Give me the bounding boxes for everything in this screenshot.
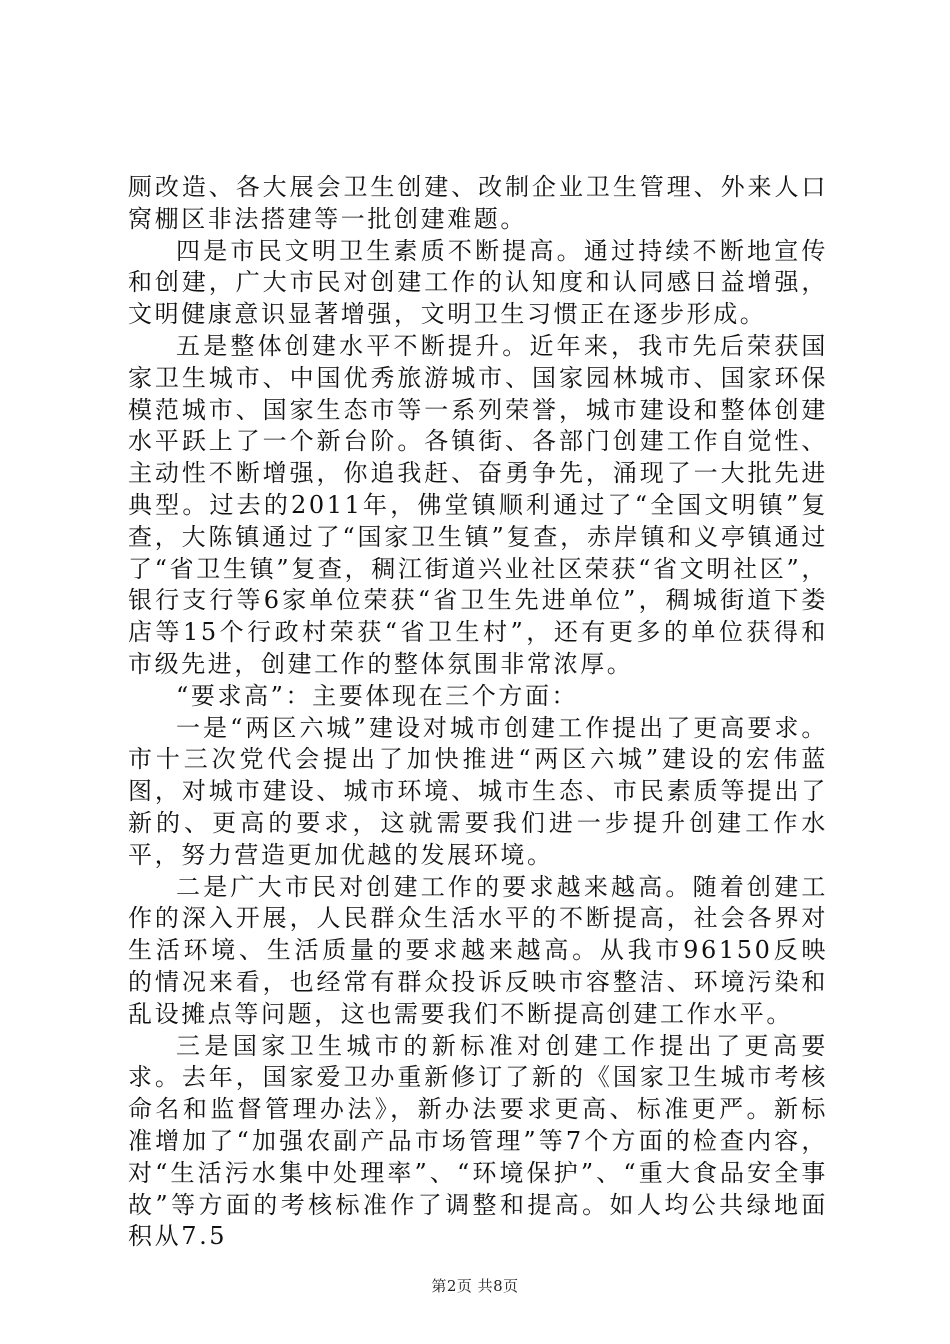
paragraph-fifth-point: 五是整体创建水平不断提升。近年来，我市先后荣获国家卫生城市、中国优秀旅游城市、国家园林城市、国家环保模范城市、国家生态市等一系列荣誉，城市建设和整体创建水平跃上了一个新台阶。各镇街、各部门创建工作自觉性、主动性不断增强，你追我赶、奋勇争先，涌现了一大批先进典型。过去的2011年，佛堂镇顺利通过了“全国文明镇”复查，大陈镇通过了“国家卫生镇”复查，赤岸镇和义亭镇通过了“省卫生镇”复查，稠江街道兴业社区荣获“省文明社区”，银行支行等6家单位荣获“省卫生先进单位”，稠城街道下娄店等15个行政村荣获“省卫生村”，还有更多的单位获得和市级先进，创建工作的整体氛围非常浓厚。 — [128, 331, 828, 678]
paragraph-requirement-three: 三是国家卫生城市的新标准对创建工作提出了更高要求。去年，国家爱卫办重新修订了新的《国家卫生城市考核命名和监督管理办法》，新办法要求更高、标准更严。新标准增加了“加强农副产品市场管理”等7个方面的检查内容，对“生活污水集中处理率”、“环境保护”、“重大食品安全事故”等方面的考核标准作了调整和提高。如人均公共绿地面积从7.5 — [128, 1031, 828, 1251]
paragraph-requirement-two: 二是广大市民对创建工作的要求越来越高。随着创建工作的深入开展，人民群众生活水平的不断提高，社会各界对生活环境、生活质量的要求越来越高。从我市96150反映的情况来看，也经常有群众投诉反映市容整洁、环境污染和乱设摊点等问题，这也需要我们不断提高创建工作水平。 — [128, 872, 828, 1028]
paragraph-requirement-one: 一是“两区六城”建设对城市创建工作提出了更高要求。市十三次党代会提出了加快推进“两区六城”建设的宏伟蓝图，对城市建设、城市环境、城市生态、市民素质等提出了新的、更高的要求，这就需要我们进一步提升创建工作水平，努力营造更加优越的发展环境。 — [128, 713, 828, 869]
paragraph-continuation: 厕改造、各大展会卫生创建、改制企业卫生管理、外来人口窝棚区非法搭建等一批创建难题。 — [128, 173, 828, 233]
document-body — [128, 172, 828, 1253]
paragraph-fourth-point: 四是市民文明卫生素质不断提高。通过持续不断地宣传和创建，广大市民对创建工作的认知度和认同感日益增强，文明健康意识显著增强，文明卫生习惯正在逐步形成。 — [128, 236, 828, 329]
page-footer: 第2页 共8页 — [431, 1277, 519, 1295]
paragraph-requirements-heading: “要求高”：主要体现在三个方面： — [176, 681, 579, 710]
